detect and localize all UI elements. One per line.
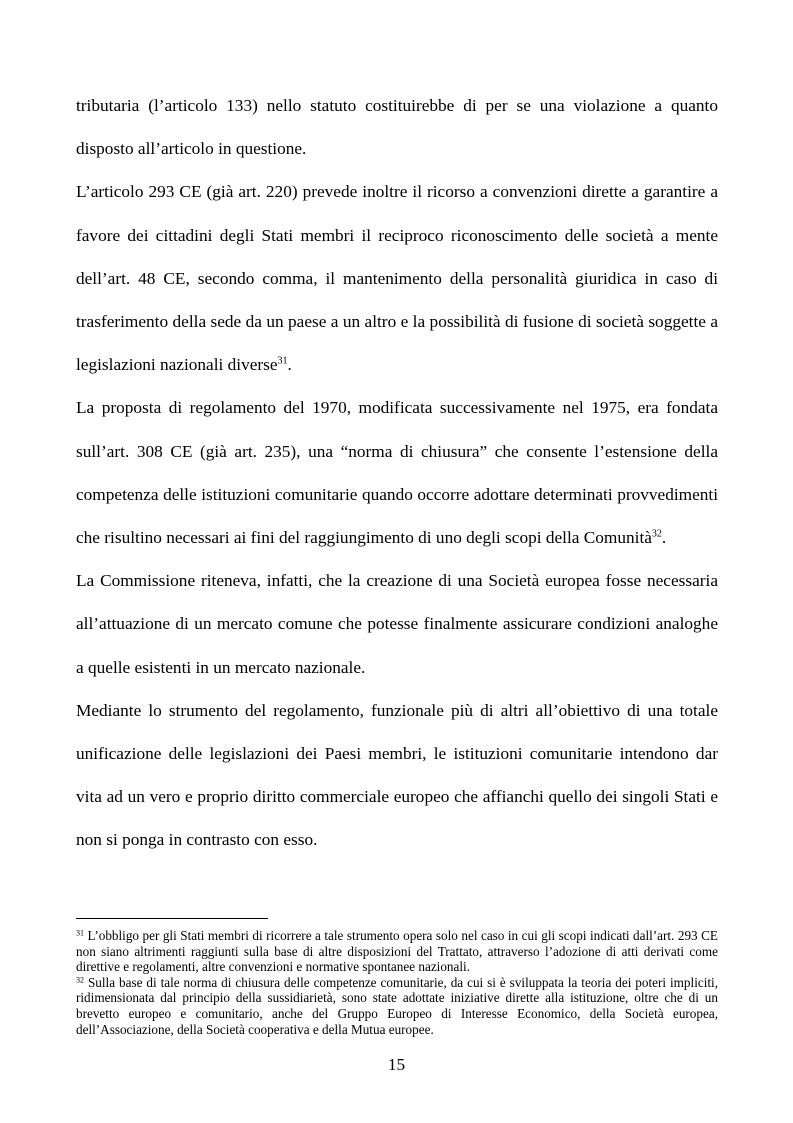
paragraph-3-text: La proposta di regolamento del 1970, modificata successivamente nel 1975, era fondata sull’art. 308 CE (già art. 235), una “norma di chiusura” che consente l’estensione della competenza delle istituzioni comunitarie quando occorre adottare determinati provvedimenti che risultino necessari ai fini del raggiungimento di uno degli scopi della Comunità: [76, 398, 718, 548]
page-number: 15: [387, 1055, 406, 1074]
footnote-32: [76, 975, 718, 1037]
footnote-ref-31[interactable]: 31: [277, 355, 288, 367]
paragraph-1: [76, 84, 718, 170]
paragraph-1-text: tributaria (l’articolo 133) nello statuto costituirebbe di per se una violazione a quanto disposto all’articolo in questione.: [76, 96, 718, 159]
body-text: [76, 84, 718, 862]
footnote-31: [76, 928, 718, 975]
footnote-marker-31: 31: [76, 928, 84, 938]
footnote-ref-32[interactable]: 32: [651, 528, 662, 540]
footnote-32-text: Sulla base di tale norma di chiusura delle competenze comunitarie, da cui si è sviluppata la teoria dei poteri impliciti, ridimensionata dal principio della sussidiarietà, sono state adottate iniziative dirette alla istituzione, oltre che di un brevetto europeo e comunitario, anche del Gruppo Europeo di Interesse Economico, della Società europea, dell’Associazione, della Società cooperativa e della Mutua europee.: [76, 974, 718, 1037]
footnote-31-text: L’obbligo per gli Stati membri di ricorrere a tale strumento opera solo nel caso in cui gli scopi indicati dall’art. 293 CE non siano altrimenti raggiunti sulla base di altre disposizioni del Trattato, attraverso l’adozione di atti derivati come direttive e regolamenti, altre convenzioni e normative spontanee nazionali.: [76, 928, 718, 975]
paragraph-2-end: .: [287, 355, 292, 375]
paragraph-4: [76, 559, 718, 689]
footnote-marker-32: 32: [76, 975, 84, 985]
paragraph-2: [76, 170, 718, 386]
paragraph-3-end: .: [661, 528, 667, 548]
paragraph-5-text: Mediante lo strumento del regolamento, funzionale più di altri all’obiettivo di una totale unificazione delle legislazioni dei Paesi membri, le istituzioni comunitarie intendono dar vita ad un vero e proprio diritto commerciale europeo che affianchi quello dei singoli Stati e non si ponga in contrasto con esso.: [76, 700, 718, 850]
paragraph-5: [76, 689, 718, 862]
paragraph-3: [76, 386, 718, 559]
paragraph-2-text: L’articolo 293 CE (già art. 220) prevede inoltre il ricorso a convenzioni dirette a garantire a favore dei cittadini degli Stati membri il reciproco riconoscimento delle società a mente dell’art. 48 CE, secondo comma, il mantenimento della personalità giuridica in caso di trasferimento della sede da un paese a un altro e la possibilità di fusione di società soggette a legislazioni nazionali diverse: [76, 182, 718, 375]
footnotes: [76, 928, 718, 1037]
footnote-separator: [76, 918, 268, 919]
paragraph-4-text: La Commissione riteneva, infatti, che la creazione di una Società europea fosse necessaria all’attuazione di un mercato comune che potesse finalmente assicurare condizioni analoghe a quelle esistenti in un mercato nazionale.: [76, 571, 718, 677]
